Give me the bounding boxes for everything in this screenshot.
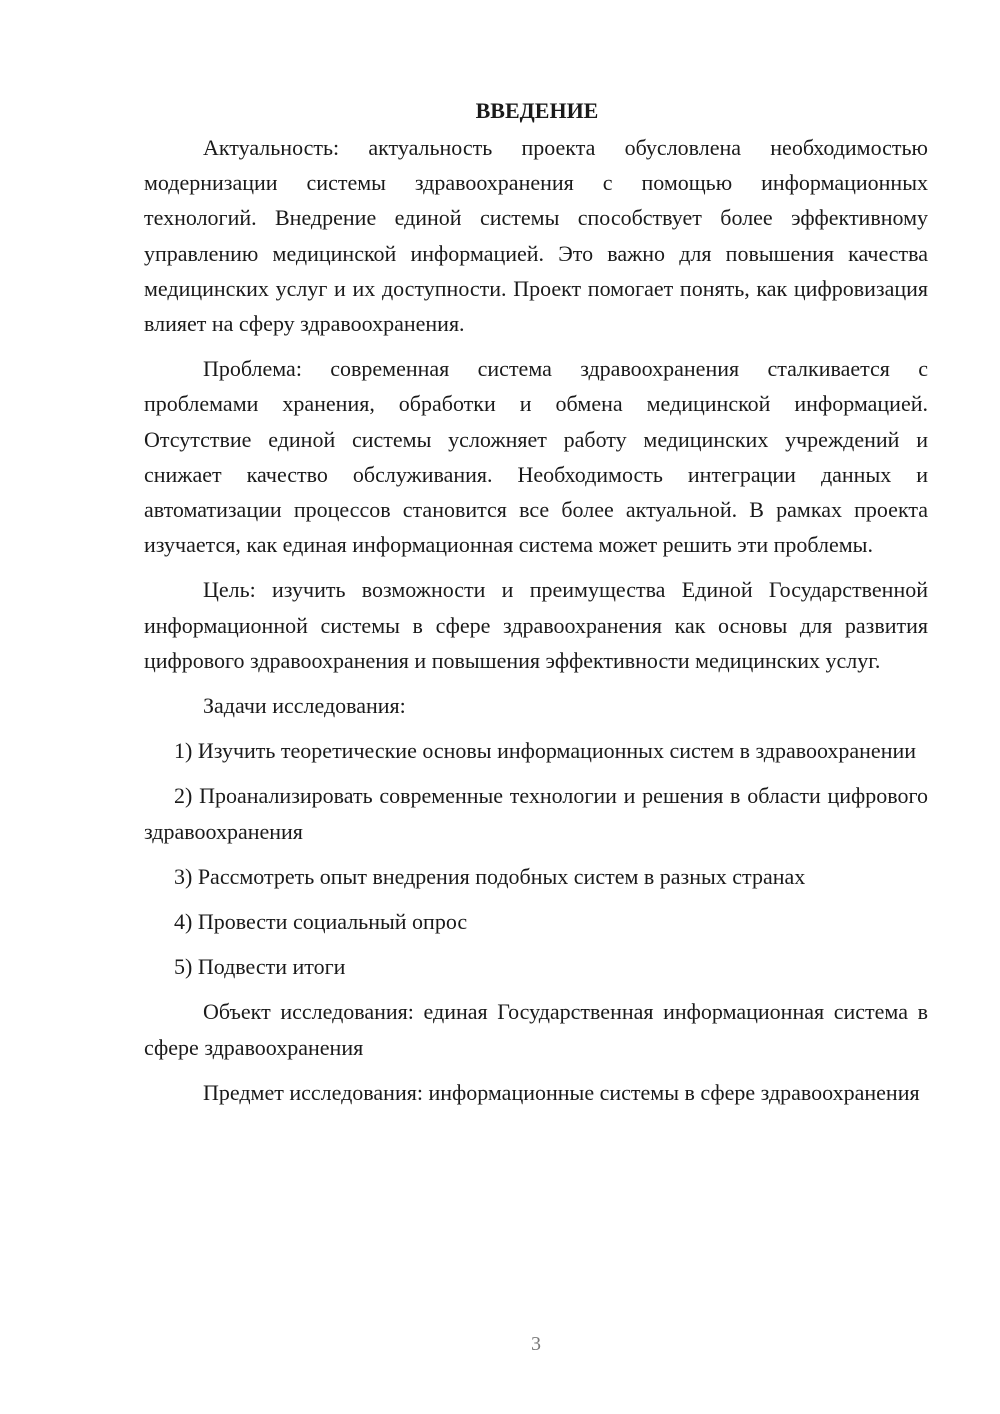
page-number: 3 [531,1333,541,1355]
task-item-4: 4) Провести социальный опрос [174,909,468,935]
task-item-1: 1) Изучить теоретические основы информационных систем в здравоохранении [174,738,917,764]
paragraph-subject: Предмет исследования: информационные системы в сфере здравоохранения [203,1079,920,1105]
paragraph-object: Объект исследования: единая Государственная информационная система в сфере здравоохранения [144,999,928,1060]
task-item-2: 2) Проанализировать современные технологии и решения в области цифрового здравоохранения [144,783,928,844]
document-page [144,96,928,1120]
tasks-heading: Задачи исследования: [203,693,406,719]
paragraph-goal: Цель: изучить возможности и преимущества Единой Государственной информационной системы в сфере здравоохранения как основы для развития цифрового здравоохранения и повышения эффективности медицинских услуг. [144,577,928,673]
section-title: ВВЕДЕНИЕ [475,98,599,123]
task-item-5: 5) Подвести итоги [174,954,346,980]
task-item-3: 3) Рассмотреть опыт внедрения подобных систем в разных странах [174,863,806,889]
paragraph-relevance: Актуальность: актуальность проекта обусловлена необходимостью модернизации системы здравоохранения с помощью информационных технологий. Внедрение единой системы способствует более эффективному управлению медицинской информацией. Это важно для повышения качества медицинских услуг и их доступности. Проект помогает понять, как цифровизация влияет на сферу здравоохранения. [144,135,928,337]
paragraph-problem: Проблема: современная система здравоохранения сталкивается с проблемами хранения, обработки и обмена медицинской информацией. Отсутствие единой системы усложняет работу медицинских учреждений и снижает качество обслуживания. Необходимость интеграции данных и автоматизации процессов становится все более актуальной. В рамках проекта изучается, как единая информационная система может решить эти проблемы. [144,356,928,558]
